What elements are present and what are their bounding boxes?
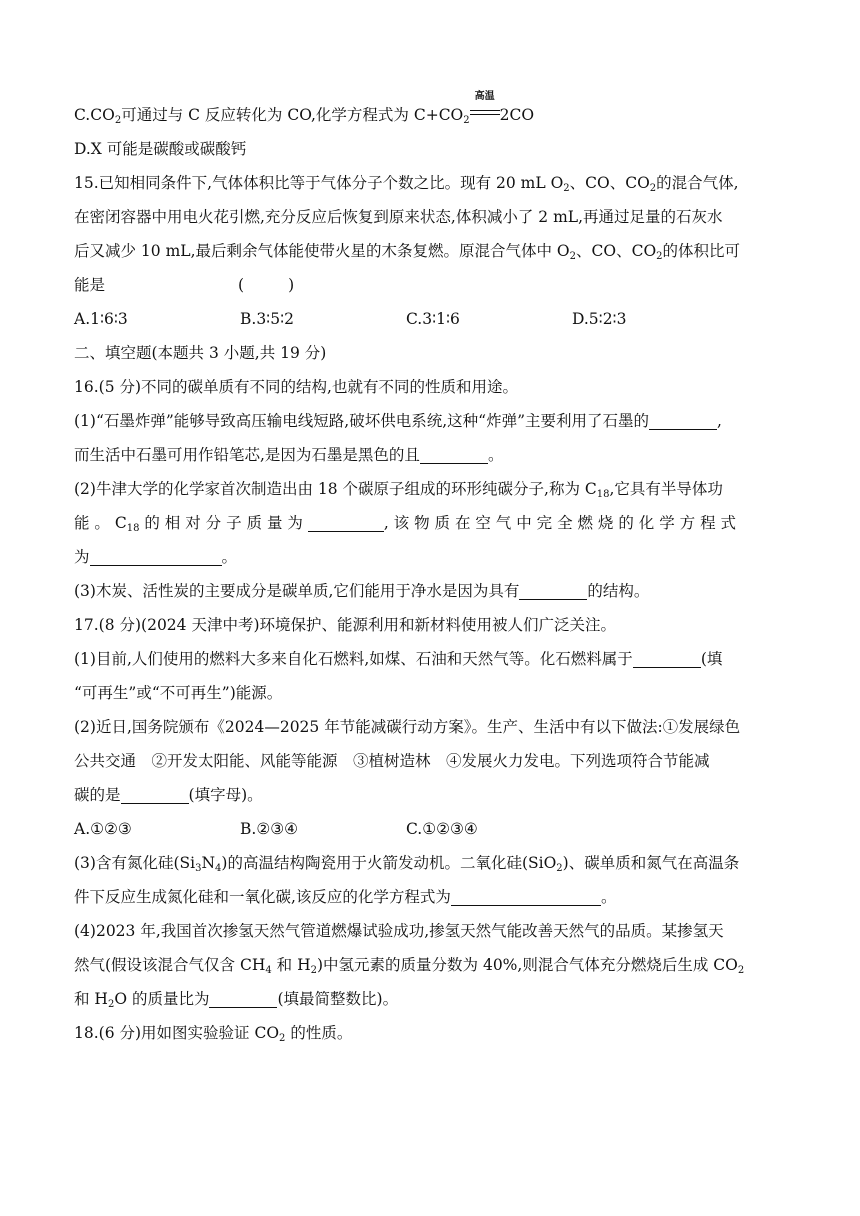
q16-part2-line1: (2)牛津大学的化学家首次制造出由 18 个碳原子组成的环形纯碳分子,称为 $C_{18}$,它具有半导体功	[74, 480, 723, 500]
reaction-condition: 高温	[470, 104, 500, 122]
answer-blank	[633, 649, 701, 668]
q16-part1-line1: (1)“石墨炸弹”能够导致高压输电线短路,破坏供电系统,这种“炸弹”主要利用了石墨的 ,	[74, 412, 722, 430]
q17-option-c: C.①②③④	[406, 820, 478, 838]
q16-part2-line2: 能 。 $C_{18}$ 的 相 对 分 子 质 量 为 , 该 物 质 在 空 气 中 完 全 燃 烧 的 化 学 方 程 式	[74, 514, 736, 534]
answer-blank	[90, 547, 222, 566]
q17-option-a: A.①②③	[74, 820, 132, 838]
answer-blank	[121, 785, 189, 804]
q15-option-a: A.1∶6∶3	[74, 310, 128, 328]
q17-part3-line2: 件下反应生成氮化硅和一氧化碳,该反应的化学方程式为 。	[74, 888, 617, 906]
q16-part1-line2: 而生活中石墨可用作铅笔芯,是因为石墨是黑色的且 。	[74, 446, 504, 464]
q17-part1-line1: (1)目前,人们使用的燃料大多来自化石燃料,如煤、石油和天然气等。化石燃料属于 (填	[74, 650, 723, 668]
q17-part2-line2: 公共交通 ②开发太阳能、风能等能源 ③植树造林 ④发展火力发电。下列选项符合节能减	[74, 752, 710, 770]
section-heading: 二、填空题(本题共 3 小题,共 19 分)	[74, 344, 327, 362]
q16-part3: (3)木炭、活性炭的主要成分是碳单质,它们能用于净水是因为具有 的结构。	[74, 582, 650, 600]
q17-part4-line2: 然气(假设该混合气仅含 $CH_4$ 和 $H_2$)中氢元素的质量分数为 40%,则混合气体充分燃烧后生成 $CO_2$	[74, 956, 745, 976]
q17-option-b: B.②③④	[240, 820, 299, 838]
q17-part1-line2: “可再生”或“不可再生”)能源。	[74, 684, 283, 702]
q15-line-3: 后又减少 10 mL,最后剩余气体能使带火星的木条复燃。原混合气体中 $O_2$、CO、$CO_2$的体积比可	[74, 242, 741, 262]
answer-blank	[308, 513, 384, 532]
answer-blank	[420, 445, 488, 464]
q16-stem: 16.(5 分)不同的碳单质有不同的结构,也就有不同的性质和用途。	[74, 378, 518, 396]
q17-part3-line1: (3)含有氮化硅$(Si_3N_4)$的高温结构陶瓷用于火箭发动机。二氧化硅(SiO$_2$)、碳单质和氮气在高温条	[74, 854, 740, 874]
q17-part2-line3: 碳的是 (填字母)。	[74, 786, 263, 804]
q15-option-c: C.3∶1∶6	[406, 310, 460, 328]
q15-option-d: D.5∶2∶3	[572, 310, 627, 328]
answer-parentheses: ( )	[238, 276, 295, 294]
q18-stem: 18.(6 分)用如图实验验证 $CO_2$ 的性质。	[74, 1024, 353, 1044]
answer-blank	[649, 411, 717, 430]
q16-part2-line3: 为 。	[74, 548, 238, 566]
answer-blank	[451, 887, 601, 906]
q14-option-c: $C.CO_2$可通过与 C 反应转化为 CO,化学方程式为 $C+CO_2$ 高温 2CO	[74, 91, 535, 126]
q15-line-1: 15.已知相同条件下,气体体积比等于气体分子个数之比。现有 20 mL $O_2$、CO、$CO_2$的混合气体,	[74, 174, 739, 194]
q14-option-d: D.X 可能是碳酸或碳酸钙	[74, 140, 247, 158]
q17-part2-line1: (2)近日,国务院颁布《2024—2025 年节能减碳行动方案》。生产、生活中有以下做法:①发展绿色	[74, 718, 741, 736]
q17-stem: 17.(8 分)(2024 天津中考)环境保护、能源利用和新材料使用被人们广泛关注。	[74, 616, 617, 634]
q15-line-4: 能是	[74, 276, 106, 294]
q15-option-b: B.3∶5∶2	[240, 310, 294, 328]
q15-line-2: 在密闭容器中用电火花引燃,充分反应后恢复到原来状态,体积减小了 2 mL,再通过足量的石灰水	[74, 208, 723, 226]
q17-part4-line3: 和 $H_2O$ 的质量比为 (填最简整数比)。	[74, 990, 399, 1010]
answer-blank	[209, 989, 277, 1008]
q17-part4-line1: (4)2023 年,我国首次掺氢天然气管道燃爆试验成功,掺氢天然气能改善天然气的品质。某掺氢天	[74, 922, 724, 940]
answer-blank	[519, 581, 587, 600]
